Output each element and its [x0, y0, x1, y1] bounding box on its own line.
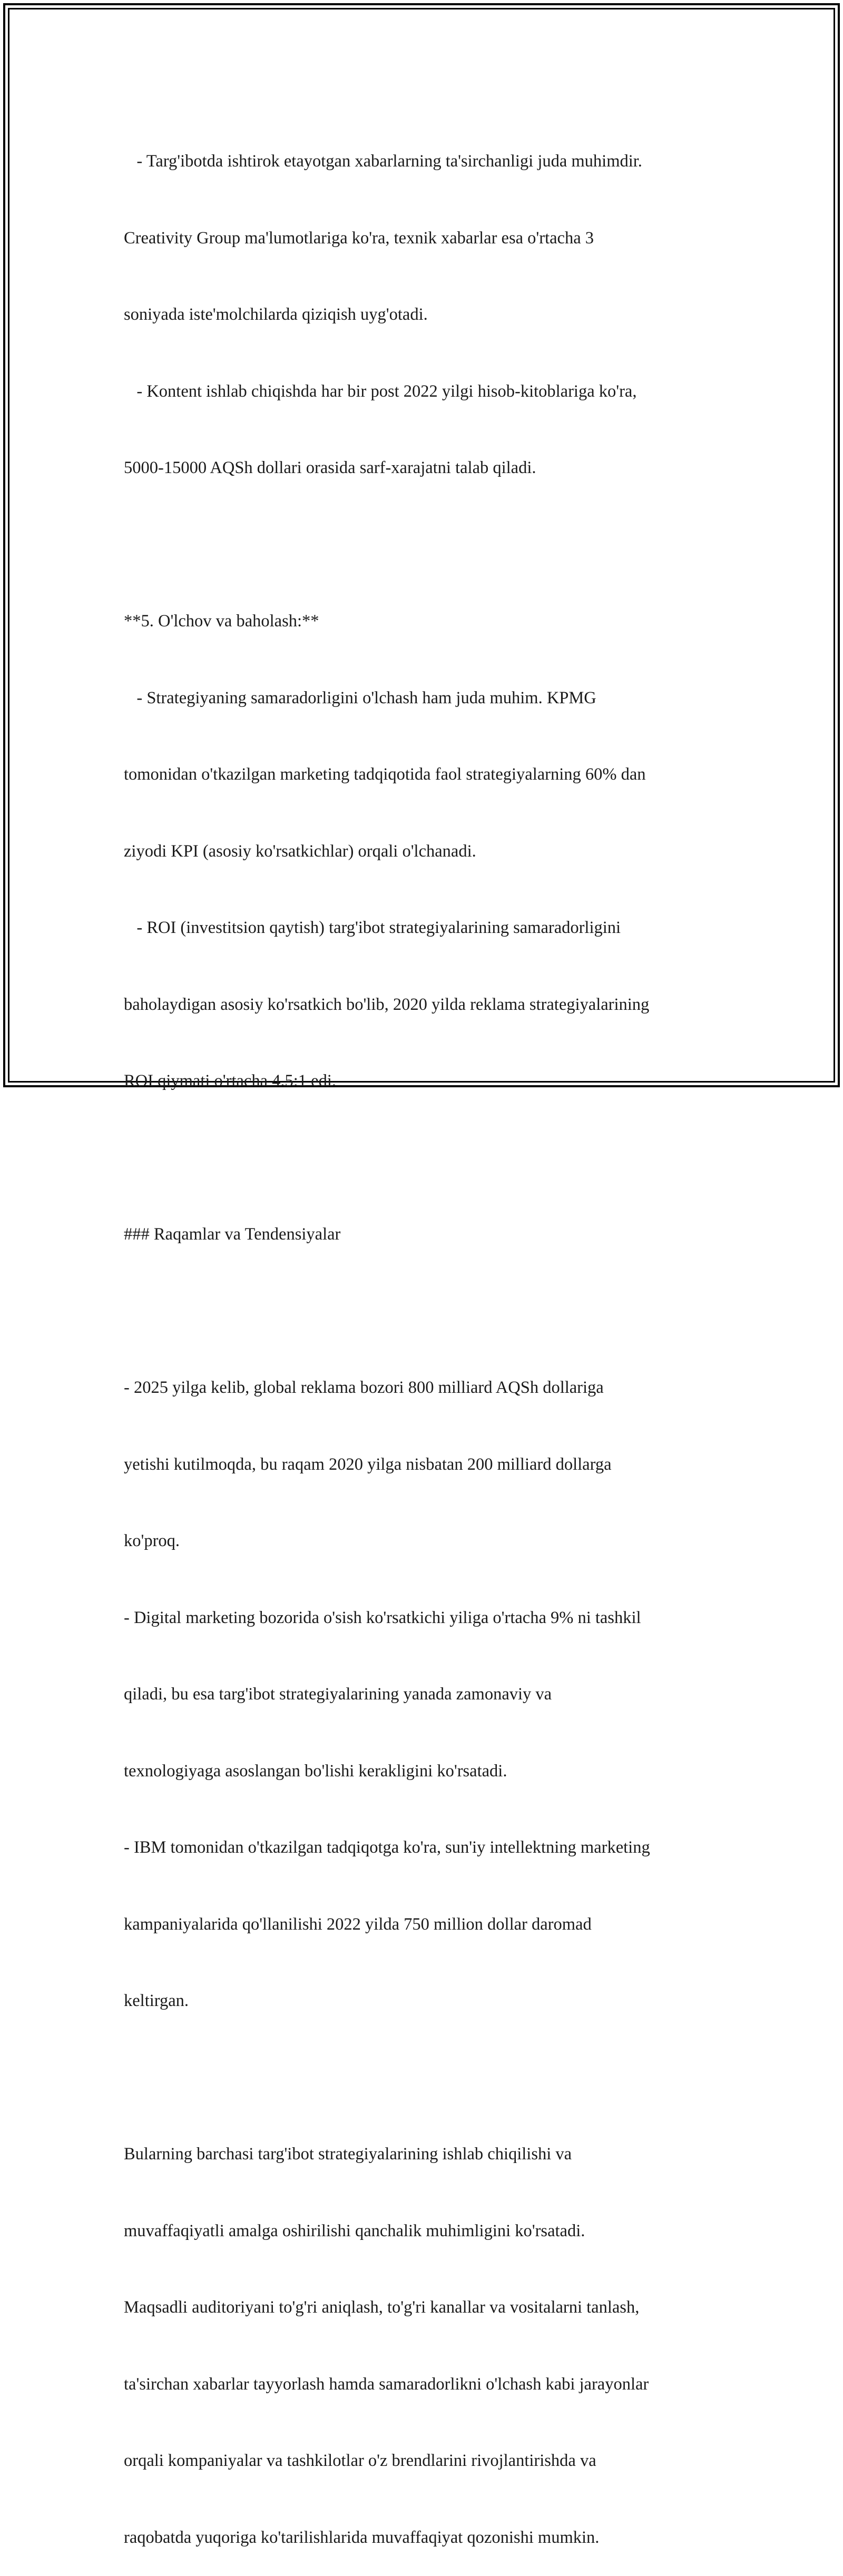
text-line: - 2025 yilga kelib, global reklama bozori 800 milliard AQSh dollariga — [124, 1378, 604, 1397]
blank-line — [124, 1299, 730, 1324]
text-line: - ROI (investitsion qaytish) targ'ibot strategiyalarining samaradorligini — [124, 918, 621, 937]
text-line: ko'proq. — [124, 1531, 180, 1550]
text-line: yetishi kutilmoqda, bu raqam 2020 yilga nisbatan 200 milliard dollarga — [124, 1454, 612, 1474]
text-line: ROI qiymati o'rtacha 4.5:1 edi. — [124, 1071, 336, 1090]
text-line: keltirgan. — [124, 1991, 189, 2010]
text-line: raqobatda yuqoriga ko'tarilishlarida muvaffaqiyat qozonishi mumkin. — [124, 2528, 600, 2547]
text-line: - Strategiyaning samaradorligini o'lchash ham juda muhim. KPMG — [124, 688, 596, 707]
text-line: baholaydigan asosiy ko'rsatkich bo'lib, 2020 yilda reklama strategiyalarining — [124, 995, 650, 1014]
blank-line — [124, 1145, 730, 1171]
text-line: kampaniyalarida qo'llanilishi 2022 yilda 750 million dollar daromad — [124, 1914, 592, 1934]
text-line: muvaffaqiyatli amalga oshirilishi qanchalik muhimligini ko'rsatadi. — [124, 2221, 585, 2240]
text-line: tomonidan o'tkazilgan marketing tadqiqotida faol strategiyalarning 60% dan — [124, 765, 646, 784]
section-heading: ### Raqamlar va Tendensiyalar — [124, 1225, 341, 1244]
text-line: 5000-15000 AQSh dollari orasida sarf-xarajatni talab qiladi. — [124, 458, 536, 477]
text-line: ta'sirchan xabarlar tayyorlash hamda samaradorlikni o'lchash kabi jarayonlar — [124, 2374, 649, 2394]
document-body — [124, 97, 730, 2576]
text-line: soniyada iste'molchilarda qiziqish uyg'otadi. — [124, 305, 428, 324]
text-line: Creativity Group ma'lumotlariga ko'ra, texnik xabarlar esa o'rtacha 3 — [124, 228, 594, 248]
text-line: Bularning barchasi targ'ibot strategiyalarining ishlab chiqilishi va — [124, 2145, 572, 2164]
text-line: - Kontent ishlab chiqishda har bir post 2022 yilgi hisob-kitoblariga ko'ra, — [124, 381, 637, 401]
text-line: orqali kompaniyalar va tashkilotlar o'z brendlarini rivojlantirishda va — [124, 2451, 596, 2470]
text-line: Maqsadli auditoriyani to'g'ri aniqlash, to'g'ri kanallar va vositalarni tanlash, — [124, 2298, 640, 2317]
text-line: ziyodi KPI (asosiy ko'rsatkichlar) orqali o'lchanadi. — [124, 841, 476, 861]
text-line: - IBM tomonidan o'tkazilgan tadqiqotga ko'ra, sun'iy intellektning marketing — [124, 1838, 650, 1857]
text-line: - Digital marketing bozorida o'sish ko'rsatkichi yiliga o'rtacha 9% ni tashkil — [124, 1608, 641, 1627]
blank-line — [124, 2065, 730, 2091]
text-line: texnologiyaga asoslangan bo'lishi kerakligini ko'rsatadi. — [124, 1761, 507, 1781]
text-line: qiladi, bu esa targ'ibot strategiyalarining yanada zamonaviy va — [124, 1685, 552, 1704]
blank-line — [124, 532, 730, 558]
section-heading: **5. O'lchov va baholash:** — [124, 612, 319, 631]
text-line: - Targ'ibotda ishtirok etayotgan xabarlarning ta'sirchanligi juda muhimdir. — [124, 152, 642, 171]
